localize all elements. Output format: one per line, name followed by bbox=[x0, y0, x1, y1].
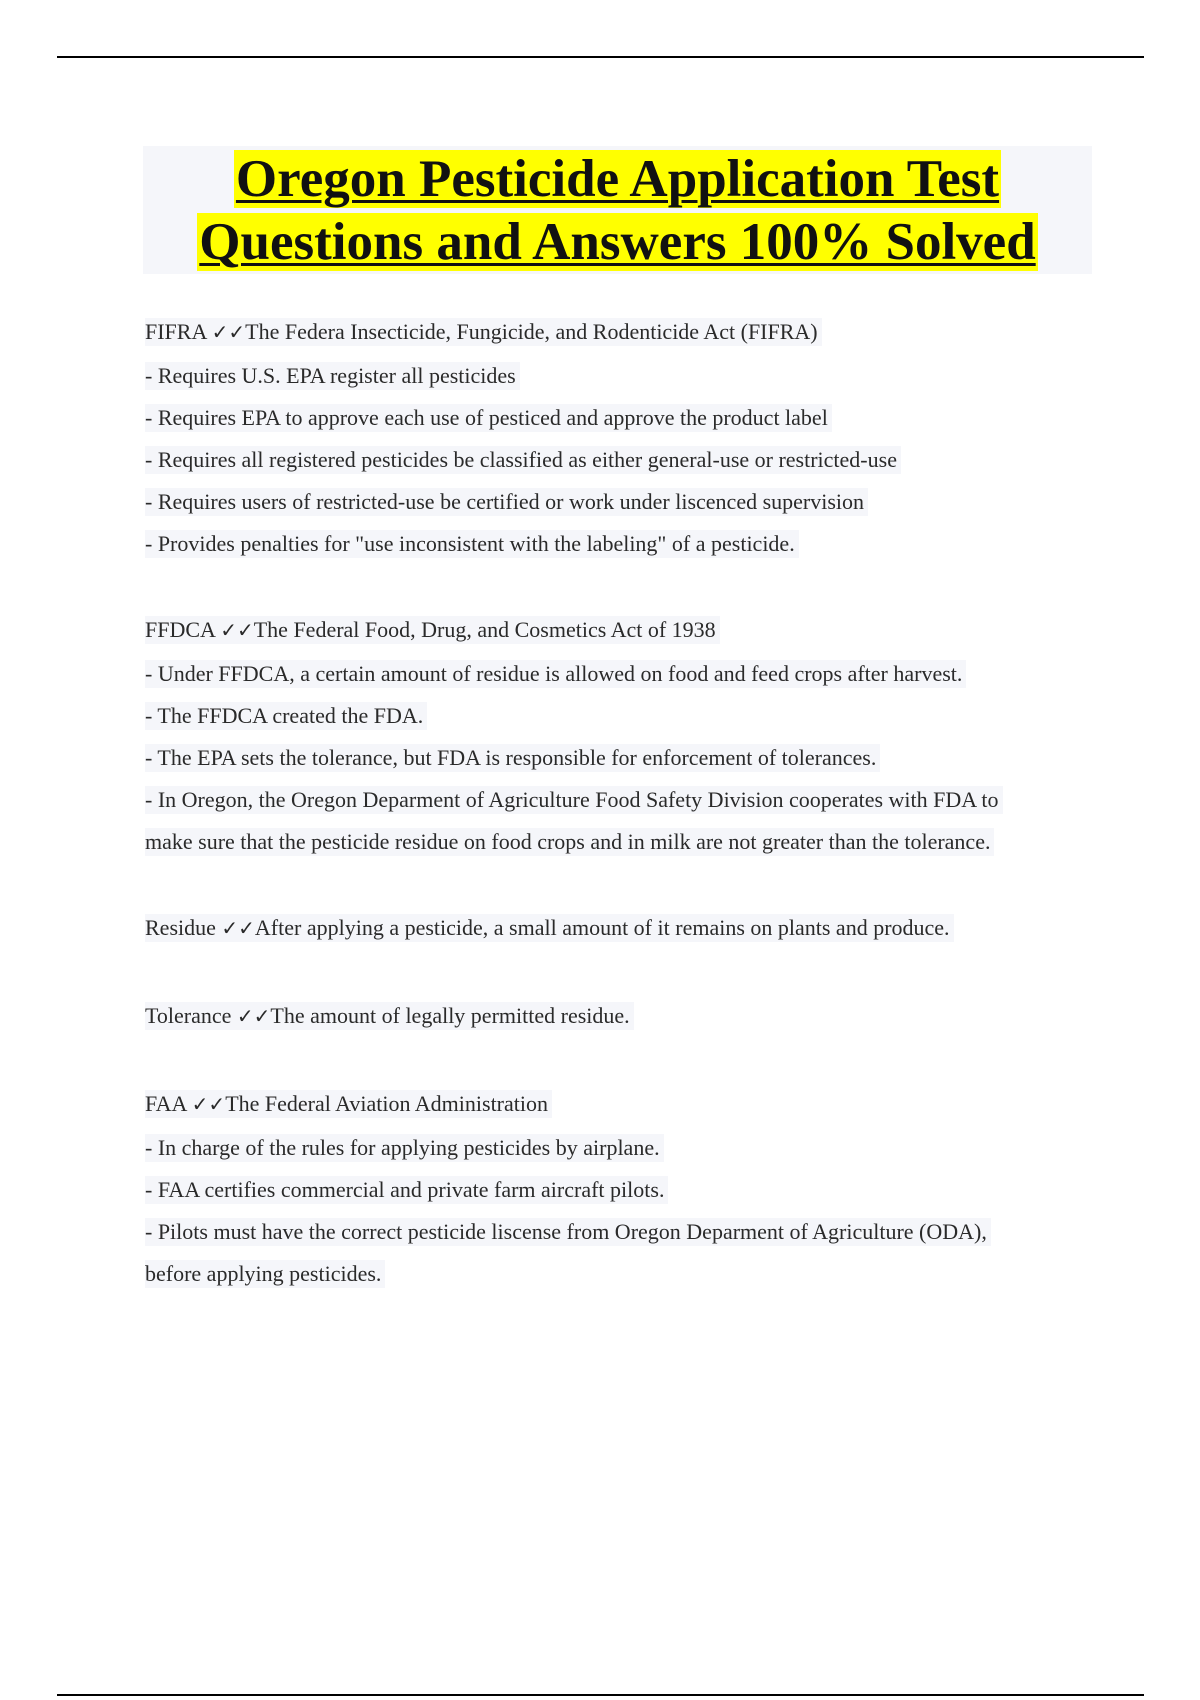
qa-question-line bbox=[145, 914, 954, 942]
qa-answer: The amount of legally permitted residue. bbox=[270, 1003, 630, 1028]
qa-question-line bbox=[145, 616, 720, 644]
qa-detail-line: - Provides penalties for "use inconsistent with the labeling" of a pesticide. bbox=[145, 530, 799, 558]
qa-detail-line: - In charge of the rules for applying pesticides by airplane. bbox=[145, 1134, 664, 1162]
qa-answer: The Federal Food, Drug, and Cosmetics Act of 1938 bbox=[253, 617, 716, 642]
qa-term: Tolerance bbox=[145, 1003, 232, 1028]
qa-term: FAA bbox=[145, 1091, 187, 1116]
bottom-rule bbox=[57, 1694, 1144, 1696]
qa-entry bbox=[145, 318, 1100, 572]
title-line-1: Oregon Pesticide Application Test bbox=[235, 150, 1000, 208]
qa-detail-line: - Requires all registered pesticides be classified as either general-use or restricted-use bbox=[145, 446, 901, 474]
check-mark-icon: ✓✓ bbox=[221, 916, 255, 940]
qa-entry bbox=[145, 914, 1100, 958]
qa-question-line bbox=[145, 318, 822, 346]
qa-entry bbox=[145, 1090, 1100, 1302]
qa-entry bbox=[145, 1002, 1100, 1046]
title-line-2: Questions and Answers 100% Solved bbox=[199, 213, 1036, 271]
qa-answer: The Federa Insecticide, Fungicide, and Rodenticide Act (FIFRA) bbox=[245, 319, 818, 344]
check-mark-icon: ✓✓ bbox=[191, 1092, 226, 1116]
qa-detail-line: - FAA certifies commercial and private farm aircraft pilots. bbox=[145, 1176, 668, 1204]
document-title bbox=[143, 146, 1092, 274]
qa-detail-line: - Requires EPA to approve each use of pesticed and approve the product label bbox=[145, 404, 832, 432]
qa-detail-line: - Requires users of restricted-use be certified or work under liscenced supervision bbox=[145, 488, 868, 516]
qa-entry bbox=[145, 616, 1100, 870]
qa-answer: The Federal Aviation Administration bbox=[225, 1091, 549, 1116]
qa-question-line bbox=[145, 1002, 634, 1030]
qa-detail-line: - The EPA sets the tolerance, but FDA is responsible for enforcement of tolerances. bbox=[145, 744, 880, 772]
qa-detail-line: - In Oregon, the Oregon Deparment of Agriculture Food Safety Division cooperates with FDA to bbox=[145, 786, 1003, 814]
qa-detail-line: - Under FFDCA, a certain amount of residue is allowed on food and feed crops after harvest. bbox=[145, 660, 966, 688]
qa-detail-line: - Pilots must have the correct pesticide liscense from Oregon Deparment of Agriculture (ODA), bbox=[145, 1218, 991, 1246]
qa-detail-line: before applying pesticides. bbox=[145, 1260, 385, 1288]
check-mark-icon: ✓✓ bbox=[220, 618, 254, 642]
check-mark-icon: ✓✓ bbox=[211, 320, 246, 344]
qa-content bbox=[145, 318, 1100, 1302]
qa-detail-line: - Requires U.S. EPA register all pesticides bbox=[145, 362, 520, 390]
qa-term: FIFRA bbox=[145, 319, 207, 344]
qa-detail-line: make sure that the pesticide residue on food crops and in milk are not greater than the tolerance. bbox=[145, 828, 994, 856]
qa-answer: After applying a pesticide, a small amount of it remains on plants and produce. bbox=[254, 915, 950, 940]
qa-question-line bbox=[145, 1090, 552, 1118]
top-rule bbox=[57, 56, 1144, 58]
qa-detail-line: - The FFDCA created the FDA. bbox=[145, 702, 427, 730]
qa-term: Residue bbox=[145, 915, 216, 940]
check-mark-icon: ✓✓ bbox=[236, 1004, 271, 1028]
qa-term: FFDCA bbox=[145, 617, 215, 642]
